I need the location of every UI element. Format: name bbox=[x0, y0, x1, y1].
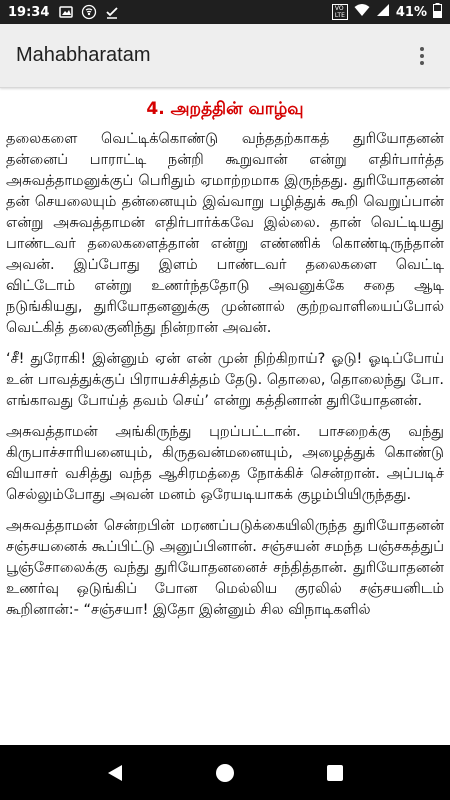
recents-square-icon[interactable] bbox=[320, 758, 350, 788]
home-circle-icon[interactable] bbox=[210, 758, 240, 788]
wireless-icon bbox=[81, 4, 97, 20]
back-triangle-icon[interactable] bbox=[100, 758, 130, 788]
chapter-title: 4. அறத்தின் வாழ்வு bbox=[146, 99, 304, 119]
status-time: 19:34 bbox=[8, 4, 50, 20]
paragraph: தலைகளை வெட்டிக்கொண்டு வந்ததற்காகத் துரியோதனன் தன்னைப் பாராட்டி நன்றி கூறுவான் என்று எதிர்பார்த்த அசுவத்தாமனுக்குப் பெரிதும் ஏமாற்றமாக இருந்தது. துரியோதனன் தன் செயலையும் தன்னையும் இவ்வாறு பழித்துக் கூறி வெறுப்பான் என்று அசுவத்தாமன் எதிர்பார்க்கவே இல்லை. தான் வெட்டியது பாண்டவர் தலைகளைத்தான் என்று எண்ணிக் கொண்டிருந்தான் அவன். இப்போது இளம் பாண்டவர் தலைகளை வெட்டி விட்டோம் என்று உணர்ந்ததோடு அவனுக்கே சதை ஆடி நடுங்கியது, துரியோதனனுக்கு முன்னால் குற்றவாளியைப்போல் வெட்கித் தலைகுனிந்து நின்றான் அவன். bbox=[6, 131, 444, 336]
app-title: Mahabharatam bbox=[16, 44, 151, 66]
check-download-icon bbox=[105, 5, 119, 19]
signal-icon bbox=[376, 3, 390, 21]
image-icon bbox=[59, 5, 73, 19]
status-bar bbox=[0, 0, 450, 24]
app-bar bbox=[0, 24, 450, 88]
wifi-icon bbox=[354, 3, 370, 21]
paragraph: அசுவத்தாமன் சென்றபின் மரணப்படுக்கையிலிருந்த துரியோதனன் சஞ்சயனைக் கூப்பிட்டு அனுப்பினான். சஞ்சயன் சமந்த பஞ்சகத்துப் பூஞ்சோலைக்கு வந்து துரியோதனனைச் சந்தித்தான். துரியோதனன் உணர்வு ஒடுங்கிப் போன மெல்லிய குரலில் சஞ்சயனிடம் கூறினான்:- “சஞ்சயா! இதோ இன்னும் சில விநாடிகளில் bbox=[6, 518, 444, 618]
navigation-bar bbox=[0, 745, 450, 800]
chapter-content[interactable] bbox=[0, 88, 450, 745]
battery-percent: 41% bbox=[395, 4, 427, 20]
paragraph: அசுவத்தாமன் அங்கிருந்து புறப்பட்டான். பாசறைக்கு வந்து கிருபாச்சாரியனையும், கிருதவன்மனையும், அழைத்துக் கொண்டு வியாசர் வசித்து வந்த ஆசிரமத்தை நோக்கிச் சென்றான். அப்படிச் செல்லும்போது அவன் மனம் ஒரேயடியாகக் குழம்பியிருந்தது. bbox=[6, 424, 444, 503]
vo-lte-icon: VO LTE bbox=[332, 4, 348, 20]
more-vert-icon[interactable] bbox=[410, 44, 434, 68]
battery-icon bbox=[433, 3, 442, 22]
paragraph: ‘சீ! துரோகி! இன்னும் ஏன் என் முன் நிற்கிறாய்? ஓடு! ஓடிப்போய் உன் பாவத்துக்குப் பிராயச்சித்தம் தேடு. தொலை, தொலைந்து போ. எங்காவது போய்த் தவம் செய்’ என்று கத்தினான் துரியோதனன். bbox=[6, 351, 444, 409]
